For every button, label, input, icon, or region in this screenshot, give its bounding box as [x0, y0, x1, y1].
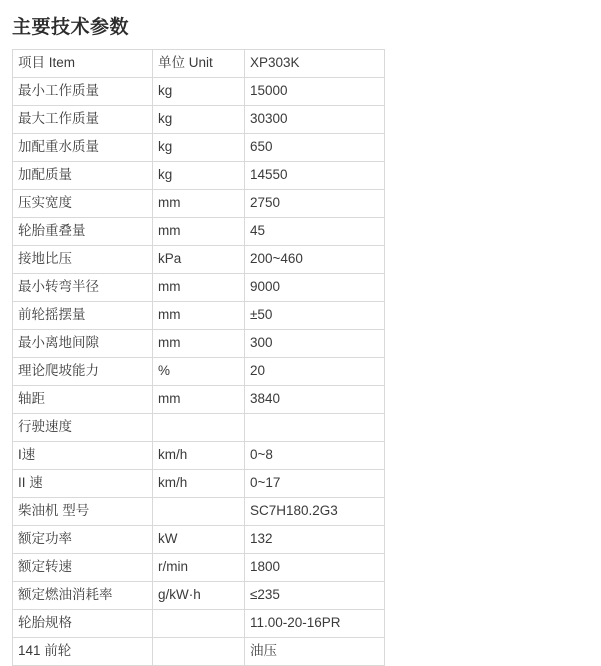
cell-item: 额定燃油消耗率	[13, 582, 153, 610]
table-row	[13, 246, 385, 274]
cell-value: ≤235	[245, 582, 385, 610]
cell-unit: kg	[153, 106, 245, 134]
table-row	[13, 498, 385, 526]
table-row	[13, 526, 385, 554]
cell-value: 油压	[245, 638, 385, 666]
cell-unit: km/h	[153, 442, 245, 470]
page-title: 主要技术参数	[12, 17, 130, 38]
table-row	[13, 442, 385, 470]
table-row	[13, 610, 385, 638]
cell-item: 最大工作质量	[13, 106, 153, 134]
cell-item: 额定功率	[13, 526, 153, 554]
table-row	[13, 162, 385, 190]
table-row	[13, 582, 385, 610]
cell-unit	[153, 414, 245, 442]
cell-unit: kPa	[153, 246, 245, 274]
cell-value: ±50	[245, 302, 385, 330]
table-row	[13, 358, 385, 386]
cell-value: 15000	[245, 78, 385, 106]
cell-item: 行驶速度	[13, 414, 153, 442]
cell-value: 0~17	[245, 470, 385, 498]
column-header-model: XP303K	[245, 50, 385, 78]
cell-unit	[153, 638, 245, 666]
table-body	[13, 50, 385, 666]
cell-value: 2750	[245, 190, 385, 218]
cell-value: 200~460	[245, 246, 385, 274]
cell-unit: mm	[153, 190, 245, 218]
cell-item: I速	[13, 442, 153, 470]
cell-unit: kg	[153, 134, 245, 162]
cell-value: 30300	[245, 106, 385, 134]
table-row	[13, 218, 385, 246]
cell-item: 轮胎重叠量	[13, 218, 153, 246]
table-row	[13, 554, 385, 582]
table-row	[13, 274, 385, 302]
cell-value: 650	[245, 134, 385, 162]
cell-item: 理论爬坡能力	[13, 358, 153, 386]
cell-value: 45	[245, 218, 385, 246]
cell-item: 141 前轮	[13, 638, 153, 666]
cell-item: 前轮摇摆量	[13, 302, 153, 330]
cell-value: 132	[245, 526, 385, 554]
cell-value: 300	[245, 330, 385, 358]
cell-item: 轮胎规格	[13, 610, 153, 638]
cell-item: 最小离地间隙	[13, 330, 153, 358]
column-header-unit: 单位 Unit	[153, 50, 245, 78]
cell-unit: mm	[153, 274, 245, 302]
cell-value: 14550	[245, 162, 385, 190]
cell-item: 压实宽度	[13, 190, 153, 218]
cell-unit	[153, 498, 245, 526]
cell-unit: mm	[153, 386, 245, 414]
cell-value: 9000	[245, 274, 385, 302]
table-row	[13, 134, 385, 162]
cell-unit: r/min	[153, 554, 245, 582]
table-header-row	[13, 50, 385, 78]
cell-item: 额定转速	[13, 554, 153, 582]
cell-unit: g/kW·h	[153, 582, 245, 610]
cell-unit: kg	[153, 78, 245, 106]
cell-value: SC7H180.2G3	[245, 498, 385, 526]
table-row	[13, 302, 385, 330]
cell-item: 最小转弯半径	[13, 274, 153, 302]
cell-item: 柴油机 型号	[13, 498, 153, 526]
table-row	[13, 330, 385, 358]
cell-item: 接地比压	[13, 246, 153, 274]
cell-unit: kW	[153, 526, 245, 554]
cell-value: 20	[245, 358, 385, 386]
cell-value: 3840	[245, 386, 385, 414]
cell-item: 轴距	[13, 386, 153, 414]
cell-item: 加配重水质量	[13, 134, 153, 162]
cell-item: 加配质量	[13, 162, 153, 190]
table-row	[13, 106, 385, 134]
cell-value: 1800	[245, 554, 385, 582]
table-row	[13, 386, 385, 414]
cell-value: 11.00-20-16PR	[245, 610, 385, 638]
cell-unit: km/h	[153, 470, 245, 498]
cell-value	[245, 414, 385, 442]
table-row	[13, 78, 385, 106]
cell-unit: mm	[153, 218, 245, 246]
cell-unit: mm	[153, 330, 245, 358]
table-row	[13, 190, 385, 218]
table-row-section	[13, 414, 385, 442]
cell-unit: %	[153, 358, 245, 386]
cell-value: 0~8	[245, 442, 385, 470]
table-row	[13, 470, 385, 498]
cell-unit: mm	[153, 302, 245, 330]
cell-item: II 速	[13, 470, 153, 498]
technical-specifications-table	[12, 49, 385, 666]
table-row	[13, 638, 385, 666]
cell-unit	[153, 610, 245, 638]
cell-unit: kg	[153, 162, 245, 190]
cell-item: 最小工作质量	[13, 78, 153, 106]
column-header-item: 项目 Item	[13, 50, 153, 78]
